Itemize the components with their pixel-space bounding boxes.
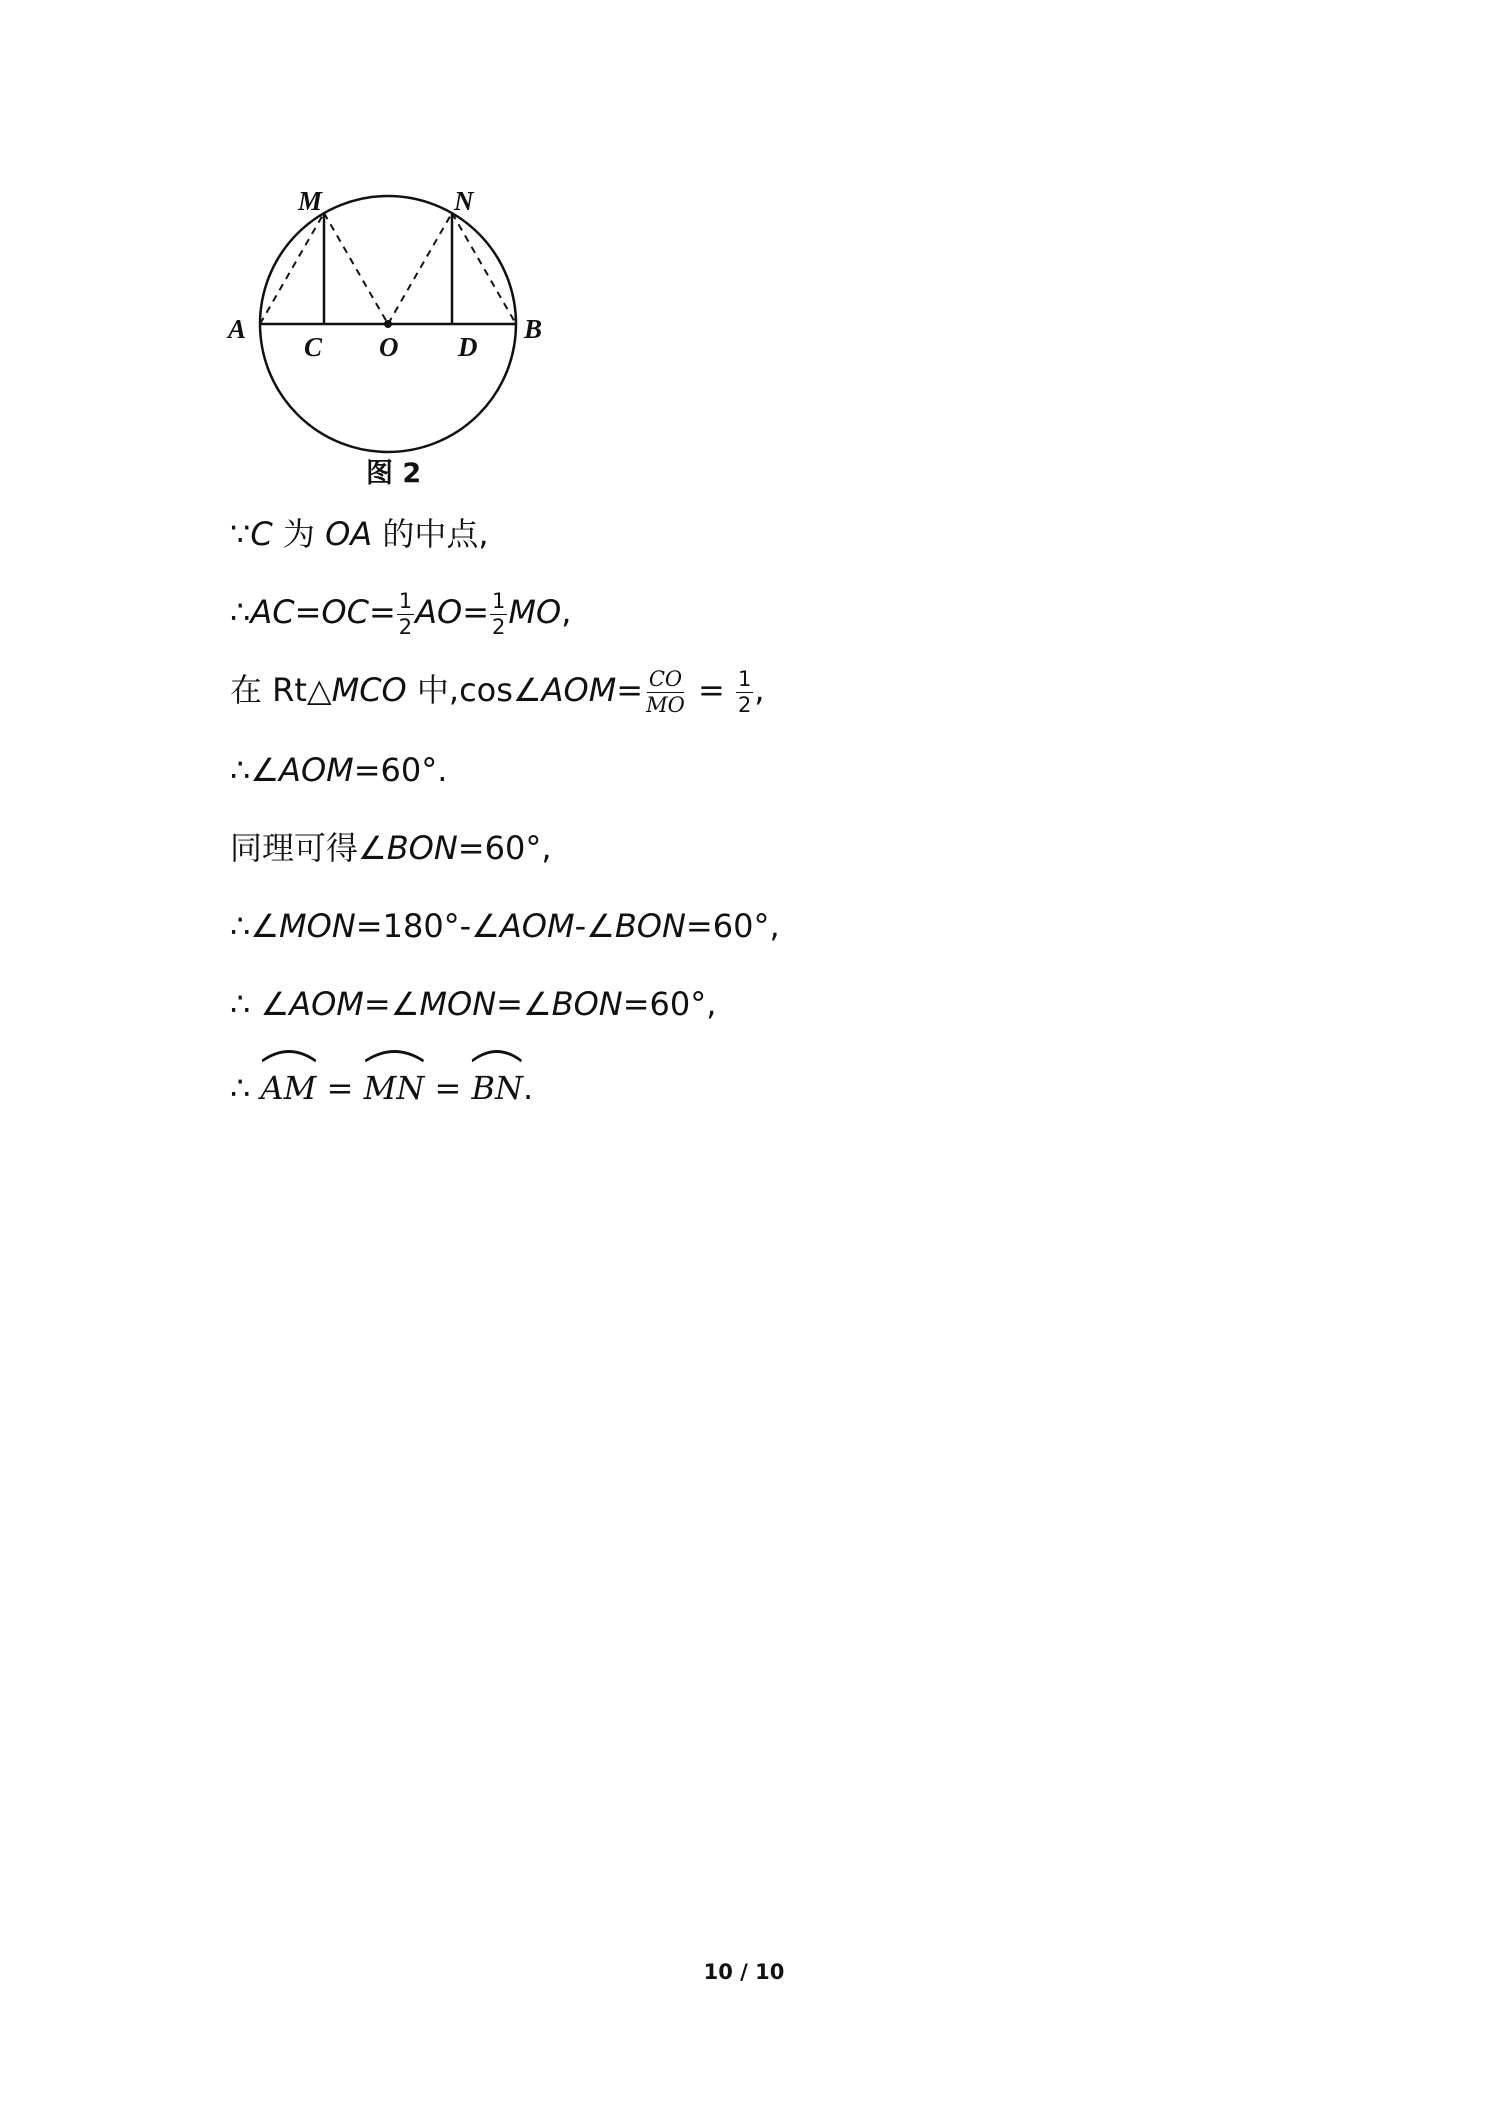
text: 为 <box>272 515 326 553</box>
arc-bn <box>471 1052 523 1118</box>
text: =∠ <box>363 985 420 1023</box>
label-m: M <box>298 186 323 216</box>
dashed-mo <box>324 213 388 324</box>
arc-icon <box>364 1048 425 1062</box>
var: C <box>250 515 273 553</box>
label-o: O <box>379 332 399 362</box>
text: 在 Rt△ <box>230 671 332 709</box>
text: ∴∠ <box>230 751 280 789</box>
text: 中,cos∠ <box>406 671 542 709</box>
page-number: 10 / 10 <box>703 1960 785 1984</box>
var: AO <box>415 593 463 631</box>
line-7 <box>230 974 716 1034</box>
label-b: B <box>524 314 543 344</box>
var: BON <box>614 907 686 945</box>
because-symbol: ∵ <box>230 515 251 553</box>
text: = <box>294 593 322 631</box>
text: =60°. <box>353 751 448 789</box>
dashed-nb <box>452 213 516 324</box>
arc-label: BN <box>471 1069 523 1107</box>
text: =60°, <box>622 985 717 1023</box>
arc-mn <box>364 1052 425 1118</box>
line-6 <box>230 896 780 956</box>
therefore-symbol: ∴ <box>230 1069 251 1107</box>
label-n: N <box>454 186 474 216</box>
denominator: 2 <box>492 614 506 639</box>
text: = <box>316 1069 364 1107</box>
denominator: MO <box>646 692 685 717</box>
center-dot <box>384 320 392 328</box>
text: = <box>368 593 396 631</box>
dashed-on <box>388 213 452 324</box>
var: AOM <box>289 985 364 1023</box>
fraction <box>490 588 507 639</box>
label-c: C <box>304 332 323 362</box>
var: AC <box>250 593 295 631</box>
text: -∠ <box>574 907 615 945</box>
text: = <box>687 671 735 709</box>
var: MCO <box>331 671 407 709</box>
text: = <box>616 671 644 709</box>
line-3 <box>230 660 765 720</box>
text: 的中点, <box>372 515 489 553</box>
text: . <box>523 1069 534 1107</box>
circle-figure <box>222 178 568 494</box>
text: = <box>424 1069 472 1107</box>
text: =60°, <box>685 907 780 945</box>
fraction <box>644 666 687 717</box>
text: , <box>561 593 572 631</box>
arc-label: MN <box>363 1069 425 1107</box>
numerator: 1 <box>492 588 506 613</box>
var: AOM <box>541 671 617 709</box>
var: AOM <box>279 751 354 789</box>
var: MON <box>279 907 356 945</box>
line-5 <box>230 818 551 878</box>
text: , <box>754 671 765 709</box>
text: =60°, <box>457 829 552 867</box>
var: MO <box>508 593 562 631</box>
numerator: CO <box>648 666 683 691</box>
therefore-symbol: ∴ <box>230 593 251 631</box>
fraction <box>397 588 414 639</box>
label-d: D <box>458 332 478 362</box>
denominator: 2 <box>398 614 413 639</box>
figure-caption: 图 2 <box>366 458 422 489</box>
line-2 <box>230 582 571 642</box>
numerator: 1 <box>398 588 413 613</box>
text: 同理可得∠ <box>230 829 387 867</box>
line-4 <box>230 740 447 800</box>
text: ∴∠ <box>230 907 280 945</box>
text: ∴ ∠ <box>230 985 290 1023</box>
dashed-am <box>260 213 324 324</box>
arc-label: AM <box>260 1069 317 1107</box>
var: BON <box>551 985 623 1023</box>
arc-icon <box>261 1048 317 1062</box>
var: AOM <box>499 907 575 945</box>
var: MON <box>419 985 497 1023</box>
line-8 <box>230 1052 533 1112</box>
arc-am <box>261 1052 317 1118</box>
var: BON <box>386 829 458 867</box>
label-a: A <box>228 314 247 344</box>
arc-icon <box>471 1048 523 1062</box>
var: OC <box>321 593 369 631</box>
text: = <box>462 593 490 631</box>
numerator: 1 <box>737 666 752 691</box>
var: OA <box>325 515 373 553</box>
fraction <box>736 666 753 717</box>
circle-diagram <box>222 178 568 494</box>
line-1 <box>230 504 489 564</box>
denominator: 2 <box>737 692 752 717</box>
text: =∠ <box>496 985 552 1023</box>
text: =180°-∠ <box>355 907 500 945</box>
